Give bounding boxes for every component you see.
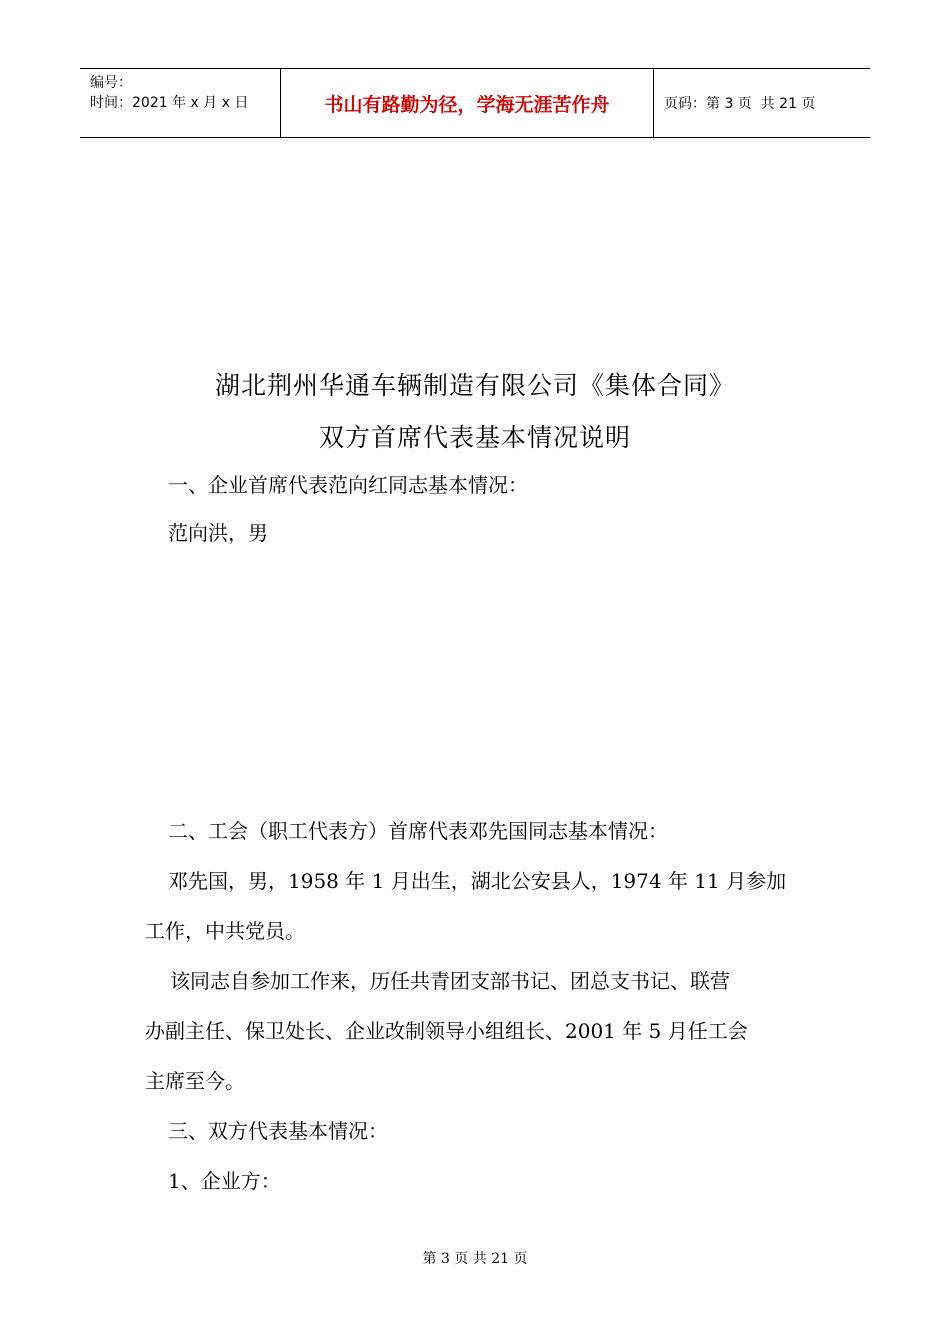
page-footer: 第 3 页 共 21 页 (422, 1251, 528, 1267)
section-2-text-line3: 该同志自参加工作来，历任共青团支部书记、团总支书记、联营 (170, 969, 730, 993)
document-header (80, 68, 870, 138)
section-1-text: 范向洪，男 (168, 521, 268, 545)
section-3-subheading: 1、企业方： (168, 1169, 281, 1193)
section-2-text-line2: 工作，中共党员。 (145, 919, 305, 943)
header-page-cell (654, 69, 870, 137)
section-2-text-line4: 办副主任、保卫处长、企业改制领导小组组长、2001 年 5 月任工会 (145, 1019, 748, 1043)
header-meta-cell (80, 69, 281, 137)
section-2-text-line5: 主席至今。 (145, 1069, 245, 1093)
document-title-line1: 湖北荆州华通车辆制造有限公司《集体合同》 (214, 371, 735, 400)
document-number-label: 编号： (90, 75, 132, 91)
document-time-label: 时间：2021 年 x 月 x 日 (90, 95, 249, 111)
header-motto-cell (281, 69, 654, 137)
section-2-heading: 二、工会（职工代表方）首席代表邓先国同志基本情况： (168, 819, 668, 843)
section-3-heading: 三、双方代表基本情况： (168, 1119, 388, 1143)
header-page-info: 页码：第 3 页 共 21 页 (664, 96, 816, 112)
document-title-line2: 双方首席代表基本情况说明 (318, 423, 631, 452)
header-motto: 书山有路勤为径，学海无涯苦作舟 (324, 93, 610, 116)
section-1-heading: 一、企业首席代表范向红同志基本情况： (168, 473, 528, 497)
section-2-text-line1: 邓先国，男，1958 年 1 月出生，湖北公安县人，1974 年 11 月参加 (168, 869, 787, 893)
